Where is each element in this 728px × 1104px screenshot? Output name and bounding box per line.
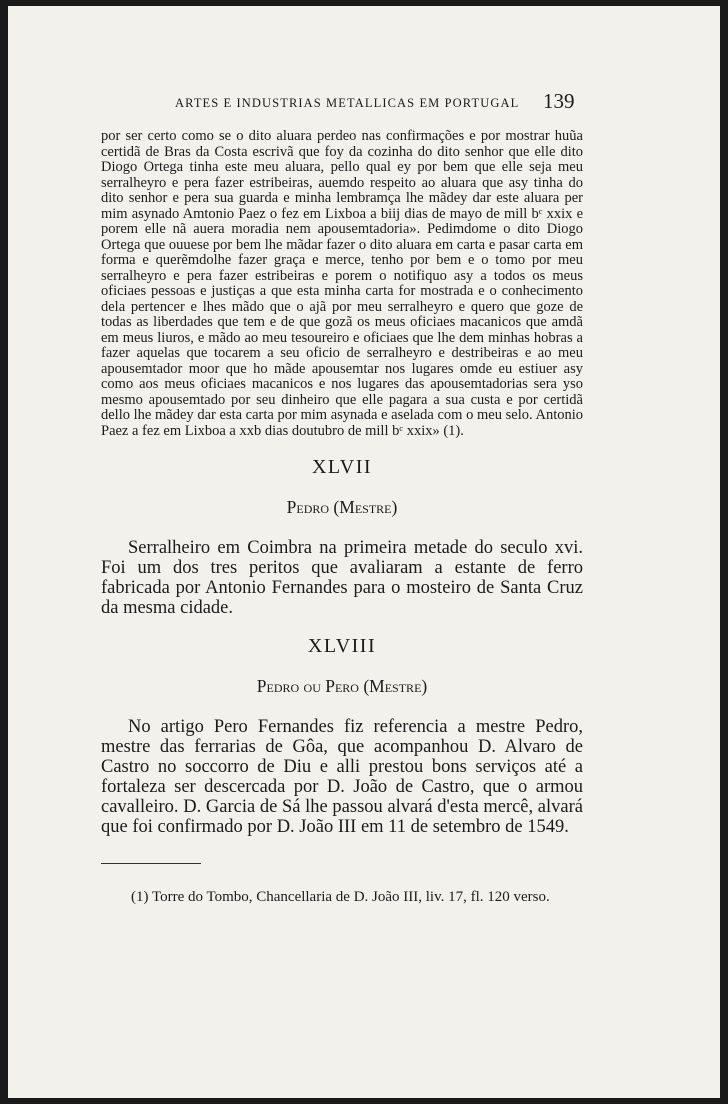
section-number-xlvii: XLVII (311, 456, 373, 478)
footnote: (1) Torre do Tombo, Chancellaria de D. João III, liv. 17, fl. 120 verso. (131, 889, 550, 905)
text-block (101, 129, 583, 906)
quoted-document-paragraph: por ser certo como se o dito aluara perdeo nas confirmações e por mostrar huũa certidã de Bras da Costa escrivã que foy da cozinha do dito senhor que elle dito Diogo Ortega tinha este meu aluara, pello qual ey por bem que elle seja meu serralheyro e pera fazer estribeiras, auemdo respeito ao aluara que asy tinha do dito senhor e pera sua guarda e minha lembramça lhe mãdey dar este aluara per mim asynado Amtonio Paez o fez em Lixboa a biij dias de mayo de mill bᶜ xxix e porem elle nã auera moradia nem apousemtadoria». Pedimdome o dito Diogo Ortega que ouuese por bem lhe mãdar fazer o dito aluara em carta e pasar carta em forma e querẽmdolhe fazer graça e merce, tenho por bem e o tomo por meu serralheyro e pera fazer estribeiras e porem o notifiquo asy a todos os meus oficiaes pessoas e justiças a que esta minha carta for mostrada e o conhecimento dela pertencer e lhes mãdo que o ajã por meu serralheyro e quero que goze de todas as liberdades que tem e de que gozã os meus oficiaes macanicos que amdã em meus liuros, e mãdo ao meu tesoureiro e oficiaes que lhe dem minhas hobras a fazer aquelas que tocarem a seu oficio de serralheyro e destribeiras e ao meu apousemtador moor que ho mãde apousemtar nos lugares omde eu estiuer asy como aos meus oficiaes macanicos e nos lugares das apousemtadorias sera yso mesmo apousemtado por seu dinheiro que elle pagara a sua custa e por certidã dello lhe mãdey dar esta carta por mim asynada e aselada com o meu selo. Antonio Paez a fez em Lixboa a xxb dias doutubro de mill bᶜ xxix» (1). (101, 128, 583, 439)
section-body-pedro-ou-pero: No artigo Pero Fernandes fiz referencia a mestre Pedro, mestre das ferrarias de Gôa, que acompanhou D. Alvaro de Castro no soccorro de Diu e alli prestou bons serviços até a fortaleza ser descercada por D. João de Castro, que o armou cavalleiro. D. Garcia de Sá lhe passou alvará d'esta mercê, alvará que foi confirmado por D. João III em 11 de setembro de 1549. (101, 717, 583, 837)
section-body-pedro: Serralheiro em Coimbra na primeira metade do seculo xvi. Foi um dos tres peritos que avaliaram a estante de ferro fabricada por Antonio Fernandes para o mosteiro de Santa Cruz da mesma cidade. (101, 538, 583, 618)
book-page (8, 6, 720, 1098)
running-head: ARTES E INDUSTRIAS METALLICAS EM PORTUGAL (175, 96, 520, 110)
section-title-pedro: Pedro (Mestre) (286, 497, 398, 517)
section-number-xlviii: XLVIII (307, 635, 377, 657)
section-title-pedro-ou-pero: Pedro ou Pero (Mestre) (256, 676, 428, 696)
footnote-rule (101, 863, 201, 864)
page-number: 139 (543, 89, 575, 113)
